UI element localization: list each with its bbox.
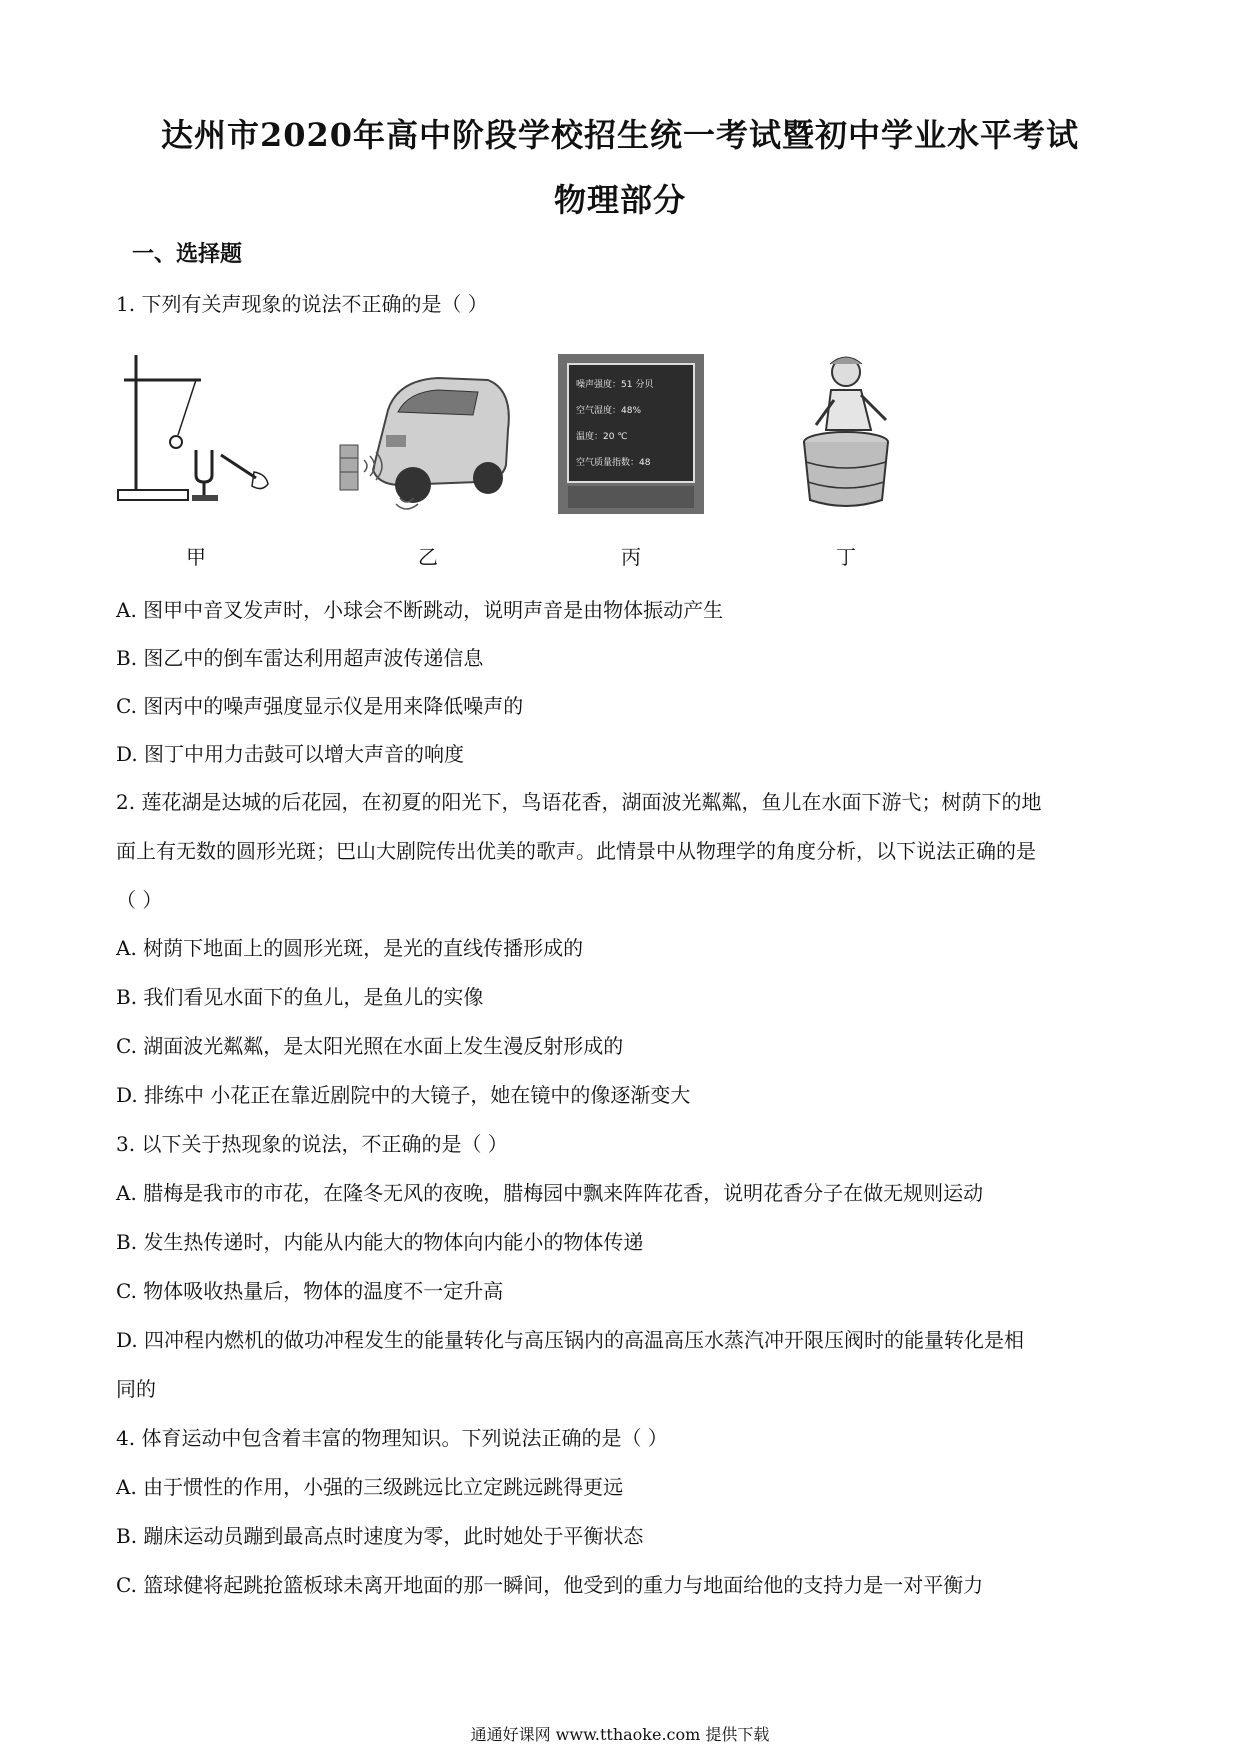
q2-option-d: D. 排练中 小花正在靠近剧院中的大镜子，她在镜中的像逐渐变大 bbox=[116, 1083, 691, 1107]
q3-option-d: D. 四冲程内燃机的做功冲程发生的能量转化与高压锅内的高温高压水蒸汽冲开限压阀时的能量转化是相 bbox=[116, 1328, 1025, 1352]
figure-label-jia: 甲 bbox=[186, 545, 206, 569]
car-reversing-radar-illustration bbox=[328, 350, 528, 520]
question-1-figures bbox=[116, 350, 996, 570]
q3-option-a: A. 腊梅是我市的市花，在隆冬无风的夜晚，腊梅园中飘来阵阵花香，说明花香分子在做无规则运动 bbox=[116, 1181, 984, 1205]
figure-bing bbox=[556, 350, 706, 570]
figure-ding bbox=[786, 350, 906, 570]
display-row-1: 噪声强度：51 分贝 bbox=[576, 380, 654, 390]
question-4-stem: 4. 体育运动中包含着丰富的物理知识。下列说法正确的是（ ） bbox=[116, 1426, 668, 1450]
q1-option-c: C. 图丙中的噪声强度显示仪是用来降低噪声的 bbox=[116, 694, 524, 718]
page-footer: 通通好课网 www.tthaoke.com 提供下载 bbox=[470, 1725, 770, 1744]
q4-option-b: B. 蹦床运动员蹦到最高点时速度为零，此时她处于平衡状态 bbox=[116, 1524, 644, 1548]
page-title: 达州市2020年高中阶段学校招生统一考试暨初中学业水平考试 bbox=[160, 116, 1080, 154]
tuning-fork-stand-illustration bbox=[116, 350, 276, 520]
q3-option-d-continued: 同的 bbox=[116, 1377, 156, 1401]
question-1-stem: 1. 下列有关声现象的说法不正确的是（ ） bbox=[116, 292, 488, 316]
q2-option-b: B. 我们看见水面下的鱼儿，是鱼儿的实像 bbox=[116, 985, 484, 1009]
q2-option-a: A. 树荫下地面上的圆形光斑，是光的直线传播形成的 bbox=[116, 936, 584, 960]
question-2-stem-line-2: 面上有无数的圆形光斑；巴山大剧院传出优美的歌声。此情景中从物理学的角度分析，以下说法正确的是 bbox=[116, 839, 1036, 863]
display-row-3: 温度：20 ℃ bbox=[576, 432, 628, 442]
q3-option-c: C. 物体吸收热量后，物体的温度不一定升高 bbox=[116, 1279, 504, 1303]
figure-label-yi: 乙 bbox=[418, 545, 438, 569]
question-2-stem-line-3: （ ） bbox=[116, 888, 163, 912]
q2-option-c: C. 湖面波光粼粼，是太阳光照在水面上发生漫反射形成的 bbox=[116, 1034, 624, 1058]
page-subtitle: 物理部分 bbox=[553, 181, 686, 219]
q1-option-d: D. 图丁中用力击鼓可以增大声音的响度 bbox=[116, 742, 465, 766]
question-2-stem-line-1: 2. 莲花湖是达城的后花园，在初夏的阳光下，鸟语花香，湖面波光粼粼，鱼儿在水面下游弋；树荫下的地 bbox=[116, 790, 1042, 814]
drummer-illustration bbox=[786, 350, 906, 520]
q1-option-a: A. 图甲中音叉发声时，小球会不断跳动，说明声音是由物体振动产生 bbox=[116, 598, 724, 622]
noise-display-board-illustration bbox=[556, 350, 706, 522]
q3-option-b: B. 发生热传递时，内能从内能大的物体向内能小的物体传递 bbox=[116, 1230, 644, 1254]
q1-option-b: B. 图乙中的倒车雷达利用超声波传递信息 bbox=[116, 646, 484, 670]
display-row-2: 空气湿度：48% bbox=[576, 406, 642, 416]
figure-label-bing: 丙 bbox=[621, 545, 641, 569]
figure-jia bbox=[116, 350, 276, 570]
q4-option-c: C. 篮球健将起跳抢篮板球未离开地面的那一瞬间，他受到的重力与地面给他的支持力是一对平衡力 bbox=[116, 1573, 984, 1597]
q4-option-a: A. 由于惯性的作用，小强的三级跳远比立定跳远跳得更远 bbox=[116, 1475, 624, 1499]
figure-yi bbox=[328, 350, 528, 570]
section-heading: 一、选择题 bbox=[132, 241, 243, 267]
figure-label-ding: 丁 bbox=[836, 545, 856, 569]
display-row-4: 空气质量指数：48 bbox=[576, 458, 651, 468]
question-3-stem: 3. 以下关于热现象的说法，不正确的是（ ） bbox=[116, 1132, 508, 1156]
